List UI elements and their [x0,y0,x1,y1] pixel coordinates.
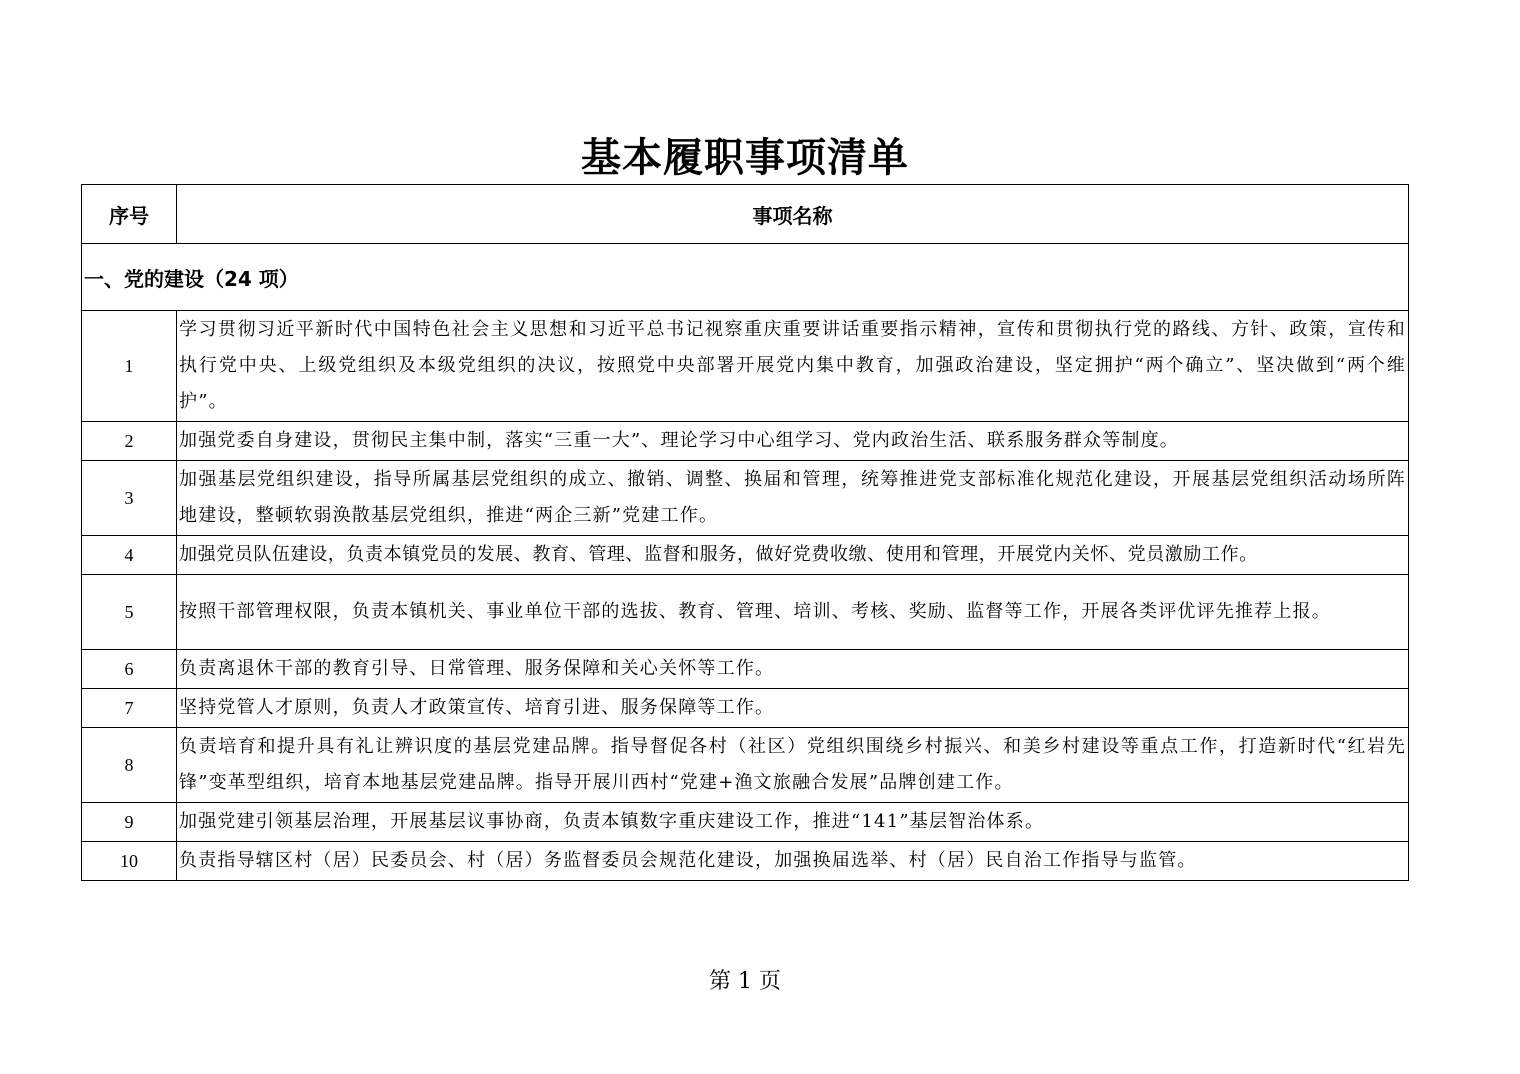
item-description: 加强基层党组织建设，指导所属基层党组织的成立、撤销、调整、换届和管理，统筹推进党支部标准化规范化建设，开展基层党组织活动场所阵地建设，整顿软弱涣散基层党组织，推进“两企三新”党建工作。 [177,461,1409,536]
item-number: 6 [82,650,177,689]
table-row [82,536,1409,575]
item-description: 加强党员队伍建设，负责本镇党员的发展、教育、管理、监督和服务，做好党费收缴、使用和管理，开展党内关怀、党员激励工作。 [177,536,1409,575]
item-description: 按照干部管理权限，负责本镇机关、事业单位干部的选拔、教育、管理、培训、考核、奖励、监督等工作，开展各类评优评先推荐上报。 [177,575,1409,650]
table-header-row [82,185,1409,244]
item-description: 负责离退休干部的教育引导、日常管理、服务保障和关心关怀等工作。 [177,650,1409,689]
item-description: 负责培育和提升具有礼让辨识度的基层党建品牌。指导督促各村（社区）党组织围绕乡村振兴、和美乡村建设等重点工作，打造新时代“红岩先锋”变革型组织，培育本地基层党建品牌。指导开展川西村“党建+渔文旅融合发展”品牌创建工作。 [177,728,1409,803]
duty-list-table [81,184,1409,881]
table-row [82,422,1409,461]
item-description: 学习贯彻习近平新时代中国特色社会主义思想和习近平总书记视察重庆重要讲话重要指示精神，宣传和贯彻执行党的路线、方针、政策，宣传和执行党中央、上级党组织及本级党组织的决议，按照党中央部署开展党内集中教育，加强政治建设，坚定拥护“两个确立”、坚决做到“两个维护”。 [177,311,1409,422]
page-title: 基本履职事项清单 [581,134,909,181]
table-row [82,311,1409,422]
item-number: 3 [82,461,177,536]
item-number: 7 [82,689,177,728]
item-number: 2 [82,422,177,461]
table-row [82,650,1409,689]
table-row [82,461,1409,536]
section-heading-party-building: 一、党的建设（24 项） [82,244,1409,311]
item-number: 9 [82,803,177,842]
item-number: 4 [82,536,177,575]
page-number: 第 1 页 [709,969,781,994]
item-number: 8 [82,728,177,803]
header-item-name: 事项名称 [177,185,1409,244]
table-row [82,728,1409,803]
table-row [82,842,1409,881]
item-number: 10 [82,842,177,881]
item-description: 加强党委自身建设，贯彻民主集中制，落实“三重一大”、理论学习中心组学习、党内政治生活、联系服务群众等制度。 [177,422,1409,461]
item-number: 1 [82,311,177,422]
table-row [82,689,1409,728]
item-description: 坚持党管人才原则，负责人才政策宣传、培育引进、服务保障等工作。 [177,689,1409,728]
item-description: 负责指导辖区村（居）民委员会、村（居）务监督委员会规范化建设，加强换届选举、村（居）民自治工作指导与监管。 [177,842,1409,881]
item-number: 5 [82,575,177,650]
item-description: 加强党建引领基层治理，开展基层议事协商，负责本镇数字重庆建设工作，推进“141”基层智治体系。 [177,803,1409,842]
table-row [82,803,1409,842]
header-serial-number: 序号 [82,185,177,244]
table-row [82,575,1409,650]
section-heading-row [82,244,1409,311]
